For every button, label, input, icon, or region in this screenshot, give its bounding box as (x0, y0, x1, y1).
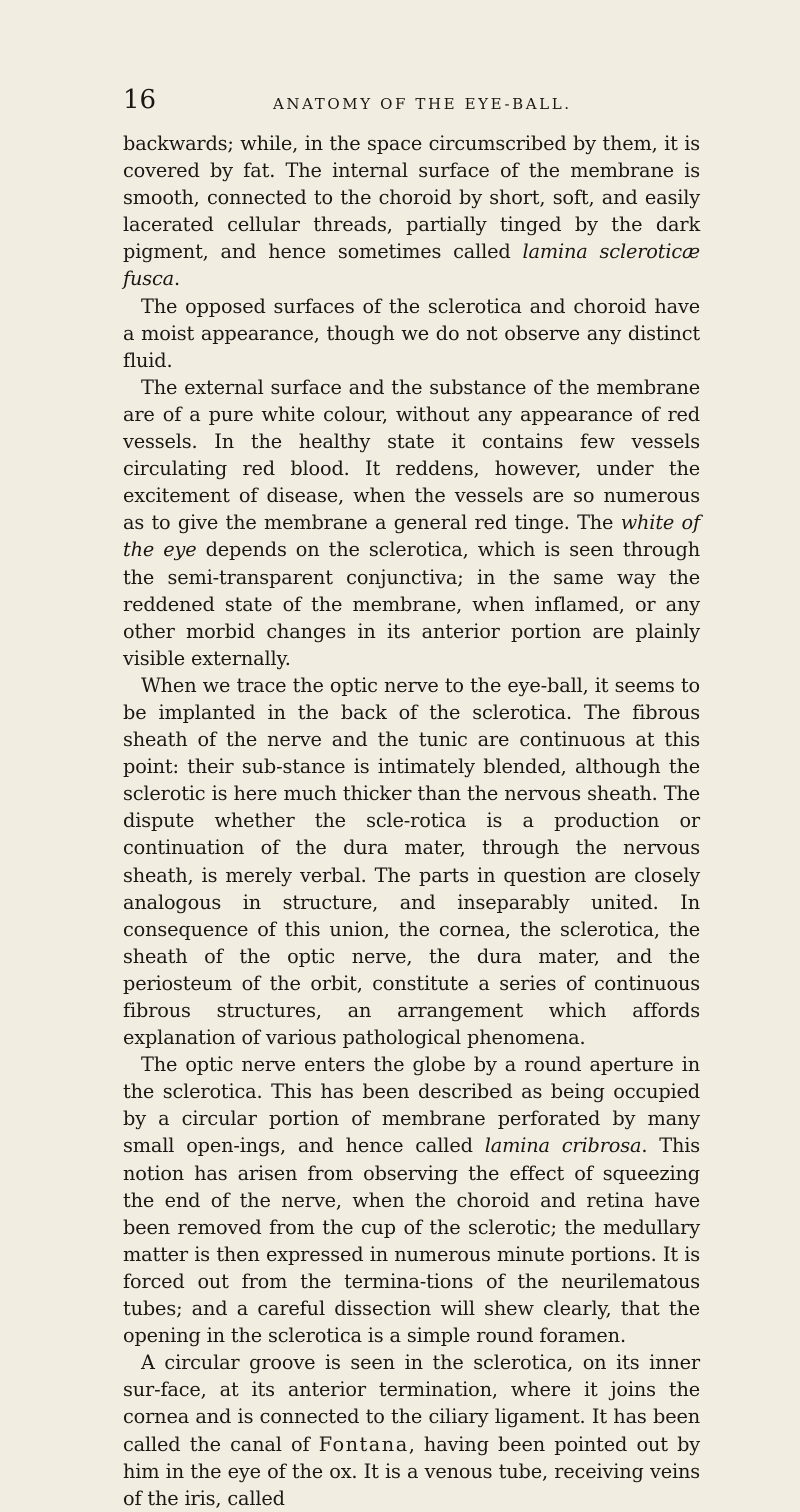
text-run: . This notion has arisen from observing the effect of squeezing the end of the nerve, when the choroid and retina have been removed from the cup of the sclerotic; the medullary matter is then expressed in numerous minute portions. It is forced out from the termina-tions of the neurilematous tubes; and a careful dissection will shew clearly, that the opening in the sclerotica is a simple round foramen. (123, 1134, 700, 1348)
text-run: The opposed surfaces of the sclerotica and choroid have a moist appearance, though we do not observe any distinct fluid. (123, 294, 700, 372)
text-run: The external surface and the substance of the membrane are of a pure white colour, without any appearance of red vessels. In the healthy state it contains few vessels circulating red blood. It reddens, however, under the excitement of disease, when the vessels are so numerous as to give the membrane a general red tinge. The (123, 375, 700, 535)
italic-term: white of the eye (123, 511, 700, 562)
paragraph (123, 1349, 700, 1512)
text-run: The optic nerve enters the globe by a round aperture in the sclerotica. This has been described as being occupied by a circular portion of membrane perforated by many small open-ings, and hence called (123, 1053, 700, 1158)
paragraph (123, 1051, 700, 1349)
italic-term: lamina cribrosa (484, 1134, 642, 1158)
running-head: ANATOMY OF THE EYE-BALL. (273, 95, 572, 113)
paragraph (123, 293, 700, 374)
page-header (123, 86, 700, 122)
text-run: A circular groove is seen in the sclerotica, on its inner sur-face, at its anterior termination, where it joins the cornea and is connected to the ciliary ligament. It has been called the canal of (123, 1351, 700, 1456)
body-text (123, 130, 700, 1512)
text-run: . (174, 267, 180, 291)
text-run: depends on the sclerotica, which is seen through the semi-transparent conjunctiva; in the same way the reddened state of the membrane, when inflamed, or any other morbid changes in its anterior portion are plainly visible externally. (123, 538, 700, 670)
text-run: , having been pointed out by him in the eye of the ox. It is a venous tube, receiving veins of the iris, called (123, 1432, 701, 1510)
paragraph (123, 130, 700, 293)
paragraph (123, 374, 700, 672)
paragraph (123, 672, 700, 1051)
text-run: When we trace the optic nerve to the eye-ball, it seems to be implanted in the back of the sclerotica. The fibrous sheath of the nerve and the tunic are continuous at this point: their sub-stance is intimately blended, although the sclerotic is here much thicker than the nervous sheath. The dispute whether the scle-rotica is a production or continuation of the dura mater, through the nervous sheath, is merely verbal. The parts in question are closely analogous in structure, and inseparably united. In consequence of this union, the cornea, the sclerotica, the sheath of the optic nerve, the dura mater, and the periosteum of the orbit, constitute a series of continuous fibrous structures, an arrangement which affords explanation of various pathological phenomena. (123, 673, 700, 1050)
small-caps-name: Fontana (318, 1432, 409, 1456)
italic-term: lamina scleroticæ fusca (123, 240, 700, 291)
text-run: backwards; while, in the space circumscribed by them, it is covered by fat. The internal surface of the membrane is smooth, connected to the choroid by short, soft, and easily lacerated cellular threads, partially tinged by the dark pigment, and hence sometimes called (123, 132, 700, 264)
page-number: 16 (123, 85, 157, 115)
